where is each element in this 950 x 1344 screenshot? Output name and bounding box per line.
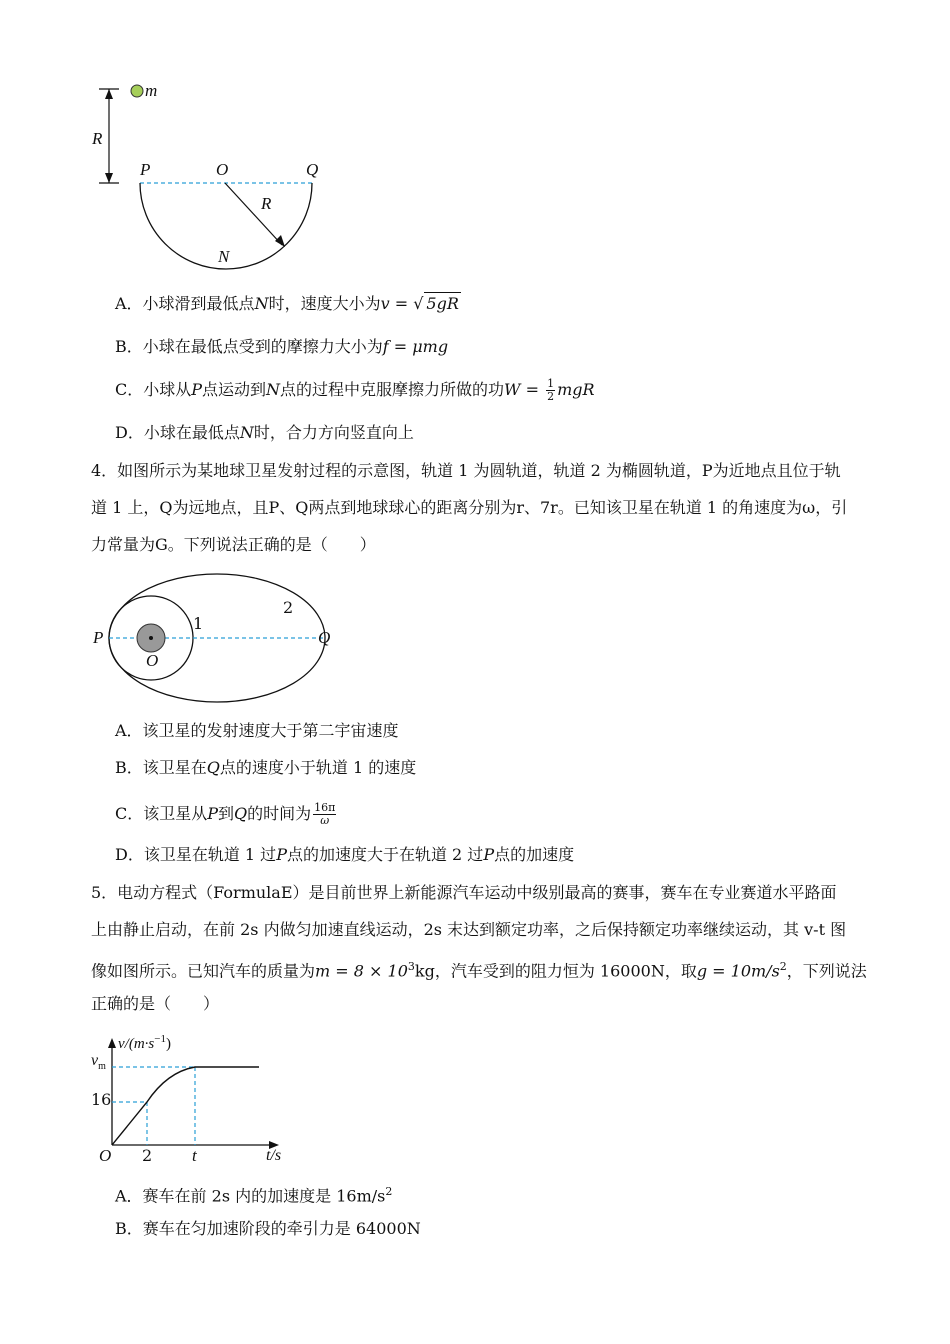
q4-stem-line1: 4．如图所示为某地球卫星发射过程的示意图，轨道 1 为圆轨道，轨道 2 为椭圆轨道，P为近地点且位于轨: [91, 461, 841, 480]
vt-ylabel: $v/(m\cdot s^{-1})$: [118, 1033, 171, 1052]
q3-option-d: D．小球在最低点N时，合力方向竖直向上: [115, 423, 414, 442]
label-m: m: [145, 81, 158, 100]
q5-stem-line3: 像如图所示。已知汽车的质量为$m = 8 \times 10^3kg$，汽车受到的阻力恒为 16000N，取$g = 10m/s^2$，下列说法: [91, 960, 867, 981]
vt-xlabel: t/s: [266, 1147, 282, 1164]
q5-option-b: B．赛车在匀加速阶段的牵引力是 64000N: [115, 1219, 421, 1238]
figure-orbits: [85, 570, 345, 710]
vt-origin-label: O: [99, 1146, 112, 1165]
label-r-height: R: [92, 129, 103, 148]
orbit-label-o: O: [146, 651, 159, 670]
q3-option-a: A．小球滑到最低点N时，速度大小为v = √ 5gR: [115, 294, 459, 313]
q5-stem-line1: 5．电动方程式（FormulaE）是目前世界上新能源汽车运动中级别最高的赛事，赛车在专业赛道水平路面: [91, 883, 837, 902]
q3-option-b: B．小球在最低点受到的摩擦力大小为f = μmg: [115, 337, 449, 356]
q4-stem-line3: 力常量为G。下列说法正确的是（ ）: [91, 535, 376, 554]
label-o: O: [216, 160, 229, 179]
q4-stem-line2: 道 1 上，Q为远地点，且P、Q两点到地球球心的距离分别为r、7r。已知该卫星在轨道 1 的角速度为ω，引: [91, 498, 848, 517]
vt-vm-label: $v_m$: [91, 1052, 106, 1073]
q4-option-a: A．该卫星的发射速度大于第二宇宙速度: [115, 721, 399, 740]
figure-vt-graph: [85, 1030, 295, 1170]
orbit-label-1: 1: [193, 614, 204, 633]
orbit-label-p: P: [93, 628, 104, 647]
orbit-label-2: 2: [283, 598, 294, 617]
label-q: Q: [306, 160, 319, 179]
vt-x2-label: 2: [142, 1146, 153, 1165]
q5-stem-line4: 正确的是（ ）: [91, 994, 220, 1013]
q4-option-c: C．该卫星从P到Q的时间为 $\frac{16\pi}{\omega}$: [115, 801, 336, 827]
q5-stem-line2: 上由静止启动，在前 2s 内做匀加速直线运动，2s 末达到额定功率，之后保持额定功率继续运动，其 v-t 图: [91, 920, 847, 939]
vt-y16-label: 16: [91, 1090, 112, 1109]
orbit-label-q: Q: [318, 628, 331, 647]
vt-xt-label: t: [192, 1146, 197, 1165]
ball: [131, 85, 143, 97]
label-p: P: [140, 160, 151, 179]
label-n: N: [218, 247, 230, 266]
q4-option-d: D．该卫星在轨道 1 过P点的加速度大于在轨道 2 过P点的加速度: [115, 845, 575, 864]
q3-option-c: C．小球从P点运动到N点的过程中克服摩擦力所做的功W = $\frac{1}{2}$ mgR: [115, 377, 595, 403]
velocity-curve: [112, 1067, 259, 1145]
q4-option-b: B．该卫星在Q点的速度小于轨道 1 的速度: [115, 758, 417, 777]
q5-option-a: A．赛车在前 2s 内的加速度是 $16m/s^2$: [115, 1185, 393, 1206]
label-r-radius: R: [261, 194, 272, 213]
